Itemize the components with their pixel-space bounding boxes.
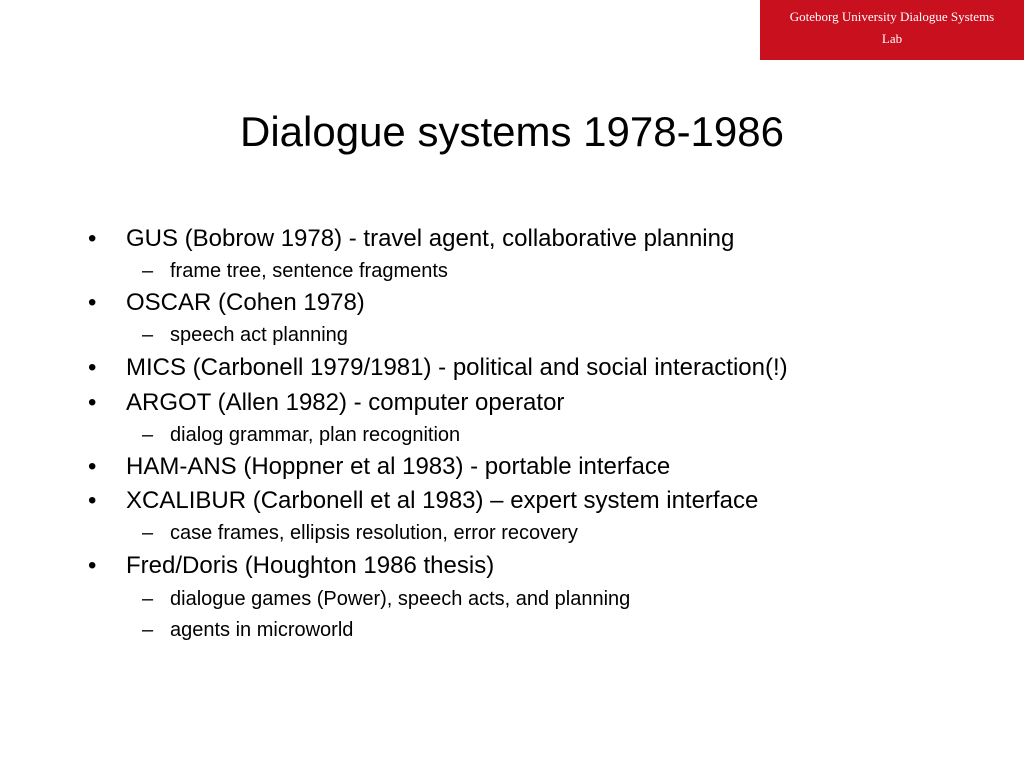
bullet-item [88, 388, 565, 418]
lab-name-line-1: Goteborg University Dialogue Systems [789, 9, 995, 24]
bullet-text: Fred/Doris (Houghton 1986 thesis) [126, 552, 495, 579]
sub-item-text: dialog grammar, plan recognition [170, 424, 461, 446]
bullet-marker: • [88, 389, 97, 416]
bullet-text: XCALIBUR (Carbonell et al 1983) – expert system interface [126, 487, 759, 514]
bullet-marker: • [88, 354, 97, 381]
sub-item [142, 258, 448, 284]
slide-title: Dialogue systems 1978-1986 [240, 108, 784, 155]
dash-marker: – [142, 522, 154, 544]
bullet-text: ARGOT (Allen 1982) - computer operator [126, 389, 565, 416]
bullet-text: OSCAR (Cohen 1978) [126, 289, 365, 316]
sub-item-text: speech act planning [170, 324, 348, 346]
bullet-text: GUS (Bobrow 1978) - travel agent, collaborative planning [126, 225, 735, 252]
sub-item-text: case frames, ellipsis resolution, error recovery [170, 522, 578, 544]
bullet-item [88, 224, 735, 254]
bullet-item [88, 353, 788, 383]
sub-item-text: agents in microworld [170, 619, 354, 641]
sub-item [142, 422, 461, 448]
bullet-marker: • [88, 453, 97, 480]
dash-marker: – [142, 619, 154, 641]
bullet-marker: • [88, 289, 97, 316]
bullet-item [88, 452, 671, 482]
bullet-marker: • [88, 225, 97, 252]
bullet-marker: • [88, 552, 97, 579]
bullet-item [88, 551, 495, 581]
sub-item [142, 520, 578, 546]
bullet-text: HAM-ANS (Hoppner et al 1983) - portable interface [126, 453, 671, 480]
dash-marker: – [142, 588, 154, 610]
sub-item-text: frame tree, sentence fragments [170, 260, 448, 282]
bullet-text: MICS (Carbonell 1979/1981) - political and social interaction(!) [126, 354, 788, 381]
lab-name-line-2: Lab [881, 31, 903, 46]
sub-item [142, 322, 348, 348]
dash-marker: – [142, 324, 154, 346]
dash-marker: – [142, 424, 154, 446]
sub-item [142, 586, 631, 612]
sub-item [142, 617, 354, 643]
bullet-item [88, 486, 759, 516]
sub-item-text: dialogue games (Power), speech acts, and planning [170, 588, 631, 610]
bullet-item [88, 288, 365, 318]
dash-marker: – [142, 260, 154, 282]
bullet-marker: • [88, 487, 97, 514]
